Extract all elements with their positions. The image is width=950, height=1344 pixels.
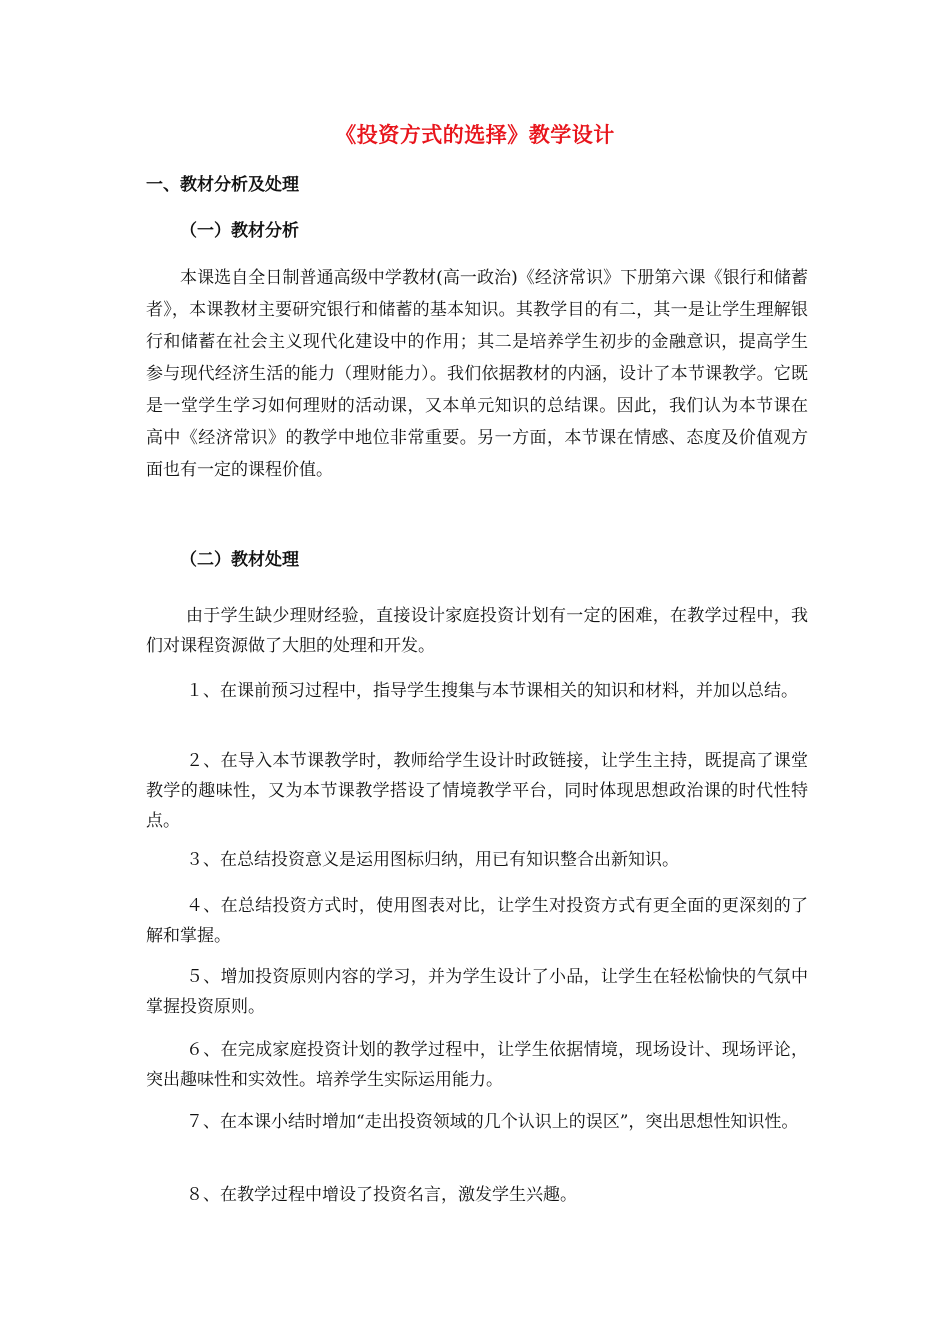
section-heading-textbook-analysis: 一、教材分析及处理 <box>146 175 299 195</box>
list-item: ７、在本课小结时增加“走出投资领域的几个认识上的误区”，突出思想性知识性。 <box>186 1112 799 1132</box>
list-item: ８、在教学过程中增设了投资名言，激发学生兴趣。 <box>186 1185 577 1205</box>
list-item: ６、在完成家庭投资计划的教学过程中，让学生依据情境，现场设计、现场评论，突出趣味性和实效性。培养学生实际运用能力。 <box>146 1040 808 1090</box>
analysis-paragraph: 本课选自全日制普通高级中学教材(高一政治)《经济常识》下册第六课《银行和储蓄者》，本课教材主要研究银行和储蓄的基本知识。其教学目的有二，其一是让学生理解银行和储蓄在社会主义现代化建设中的作用；其二是培养学生初步的金融意识，提高学生参与现代经济生活的能力（理财能力）。我们依据教材的内涵，设计了本节课教学。它既是一堂学生学习如何理财的活动课，又本单元知识的总结课。因此，我们认为本节课在高中《经济常识》的教学中地位非常重要。另一方面，本节课在情感、态度及价值观方面也有一定的课程价值。 <box>146 268 808 480</box>
list-item: ４、在总结投资方式时，使用图表对比，让学生对投资方式有更全面的更深刻的了解和掌握。 <box>146 896 808 946</box>
list-item: １、在课前预习过程中，指导学生搜集与本节课相关的知识和材料，并加以总结。 <box>186 681 798 701</box>
subsection-heading-processing: （二）教材处理 <box>180 550 299 570</box>
list-item: ３、在总结投资意义是运用图标归纳，用已有知识整合出新知识。 <box>186 850 679 870</box>
processing-intro-paragraph: 由于学生缺少理财经验，直接设计家庭投资计划有一定的困难，在教学过程中，我们对课程资源做了大胆的处理和开发。 <box>146 606 808 656</box>
document-title: 《投资方式的选择》教学设计 <box>335 123 615 147</box>
list-item: ２、在导入本节课教学时，教师给学生设计时政链接，让学生主持，既提高了课堂教学的趣味性，又为本节课教学搭设了情境教学平台，同时体现思想政治课的时代性特点。 <box>146 751 808 831</box>
subsection-heading-analysis: （一）教材分析 <box>180 221 299 241</box>
list-item: ５、增加投资原则内容的学习，并为学生设计了小品，让学生在轻松愉快的气氛中掌握投资原则。 <box>146 967 808 1017</box>
